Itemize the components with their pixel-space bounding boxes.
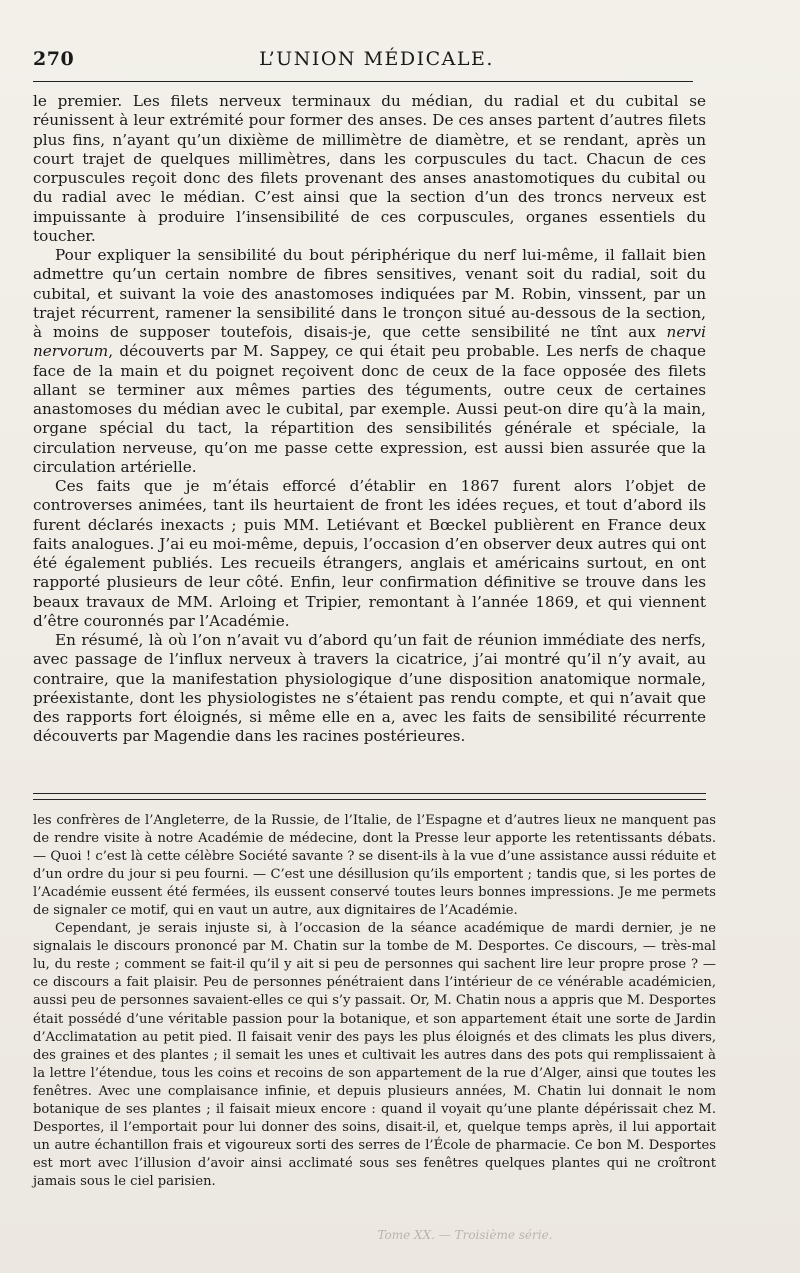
main-article: [33, 92, 706, 747]
italic-term: nervi nervorum: [33, 323, 706, 361]
page-number: 270: [33, 48, 75, 70]
page-header: [33, 48, 720, 78]
paragraph: En résumé, là où l’on n’avait vu d’abord qu’un fait de réunion immédiate des nerfs, avec passage de l’influx nerveux à travers la cicatrice, j’ai montré qu’il n’y avait, au contraire, que la manifestation physiologique d’une disposition anatomique normale, préexistante, dont les physiologistes ne s’étaient pas rendu compte, et qui n’avait que des rapports fort éloignés, si même elle en a, avec les faits de sensibilité récurrente découverts par Magendie dans les racines postérieures.: [33, 631, 706, 746]
feuilleton-separator: [33, 793, 706, 800]
feuilleton-section: [33, 812, 716, 1191]
header-rule: [33, 81, 693, 82]
paragraph: les confrères de l’Angleterre, de la Russie, de l’Italie, de l’Espagne et d’autres lieux ne manquent pas de rendre visite à notre Académie de médecine, dont la Presse leur apporte les retentissants débats. — Quoi ! c’est là cette célèbre Société savante ? se disent-ils à la vue d’une assistance aussi réduite et d’un ordre du jour si peu fourni. — C’est une désillusion qu’ils emportent ; tandis que, si les portes de l’Académie eussent été fermées, ils eussent conservé toutes leurs bonnes impressions. Je me permets de signaler ce motif, qui en vaut un autre, aux dignitaires de l’Académie.: [33, 813, 716, 919]
show-through-text: Tome XX. — Troisième série.: [377, 1228, 553, 1242]
journal-title: L’UNION MÉDICALE.: [259, 48, 494, 70]
paragraph: le premier. Les filets nerveux terminaux du médian, du radial et du cubital se réunissent à leur extrémité pour former des anses. De ces anses partent d’autres filets plus fins, n’ayant qu’un dixième de millimètre de diamètre, et se rendant, après un court trajet de quelques millimètres, dans les corpuscules du tact. Chacun de ces corpuscules reçoit donc des filets provenant des anses anastomotiques du cubital ou du radial avec le médian. C’est ainsi que la section d’un des troncs nerveux est impuissante à produire l’insensibilité de ces corpuscules, organes essentiels du toucher.: [33, 92, 706, 245]
paragraph-text: , découverts par M. Sappey, ce qui était peu probable. Les nerfs de chaque face de la main et du poignet reçoivent donc de ceux de la face opposée des filets allant se terminer aux mêmes parties des téguments, outre ceux de certaines anastomoses du médian avec le cubital, par exemple. Aussi peut-on dire qu’à la main, organe spécial du tact, la répartition des sensibilités générale et spéciale, la circulation nerveuse, qu’on me passe cette expression, est aussi bien assurée que la circulation artérielle.: [33, 342, 706, 476]
paragraph-text: Pour expliquer la sensibilité du bout périphérique du nerf lui-même, il fallait bien admettre qu’un certain nombre de fibres sensitives, venant soit du radial, soit du cubital, et suivant la voie des anastomoses indiquées par M. Robin, vinssent, par un trajet récurrent, ramener la sensibilité dans le tronçon situé au-dessous de la section, à moins de supposer toutefois, disais-je, que cette sensibilité ne tînt aux: [33, 246, 706, 341]
paragraph: [33, 246, 706, 477]
paragraph: Cependant, je serais injuste si, à l’occasion de la séance académique de mardi dernier, je ne signalais le discours prononcé par M. Chatin sur la tombe de M. Desportes. Ce discours, — très-mal lu, du reste ; comment se fait-il qu’il y ait si peu de personnes qui sachent lire leur propre prose ? — ce discours a fait plaisir. Peu de personnes pénétraient dans l’intérieur de ce vénérable académicien, aussi peu de personnes savaient-elles ce qui s’y passait. Or, M. Chatin nous a appris que M. Desportes était possédé d’une véritable passion pour la botanique, et son appartement était une sorte de Jardin d’Acclimatation au petit pied. Il faisait venir des pays les plus éloignés et des climats les plus divers, des graines et des plantes ; il semait les unes et cultivait les autres dans des pots qui remplissaient à la lettre l’étendue, tous les coins et recoins de son appartement de la rue d’Alger, ainsi que toutes les fenêtres. Avec une complaisance infinie, et depuis plusieurs années, M. Chatin lui donnait le nom botanique de ses plantes ; il faisait mieux encore : quand il voyait qu’une plante dépérissait chez M. Desportes, il l’emportait pour lui donner des soins, disait-il, et, quelque temps après, il lui apportait un autre échantillon frais et vigoureux sorti des serres de l’École de pharmacie. Ce bon M. Desportes est mort avec l’illusion d’avoir ainsi acclimaté sous ses fenêtres quelques plantes qui ne croîtront jamais sous le ciel parisien.: [33, 921, 716, 1189]
paragraph: Ces faits que je m’étais efforcé d’établir en 1867 furent alors l’objet de controverses animées, tant ils heurtaient de front les idées reçues, et tout d’abord ils furent déclarés inexacts ; puis MM. Letiévant et Bœckel publièrent en France deux faits analogues. J’ai eu moi-même, depuis, l’occasion d’en observer deux autres qui ont été également publiés. Les recueils étrangers, anglais et américains surtout, en ont rapporté plusieurs de leur côté. Enfin, leur confirmation définitive se trouve dans les beaux travaux de MM. Arloing et Tripier, remontant à l’année 1869, et qui viennent d’être couronnés par l’Académie.: [33, 477, 706, 630]
